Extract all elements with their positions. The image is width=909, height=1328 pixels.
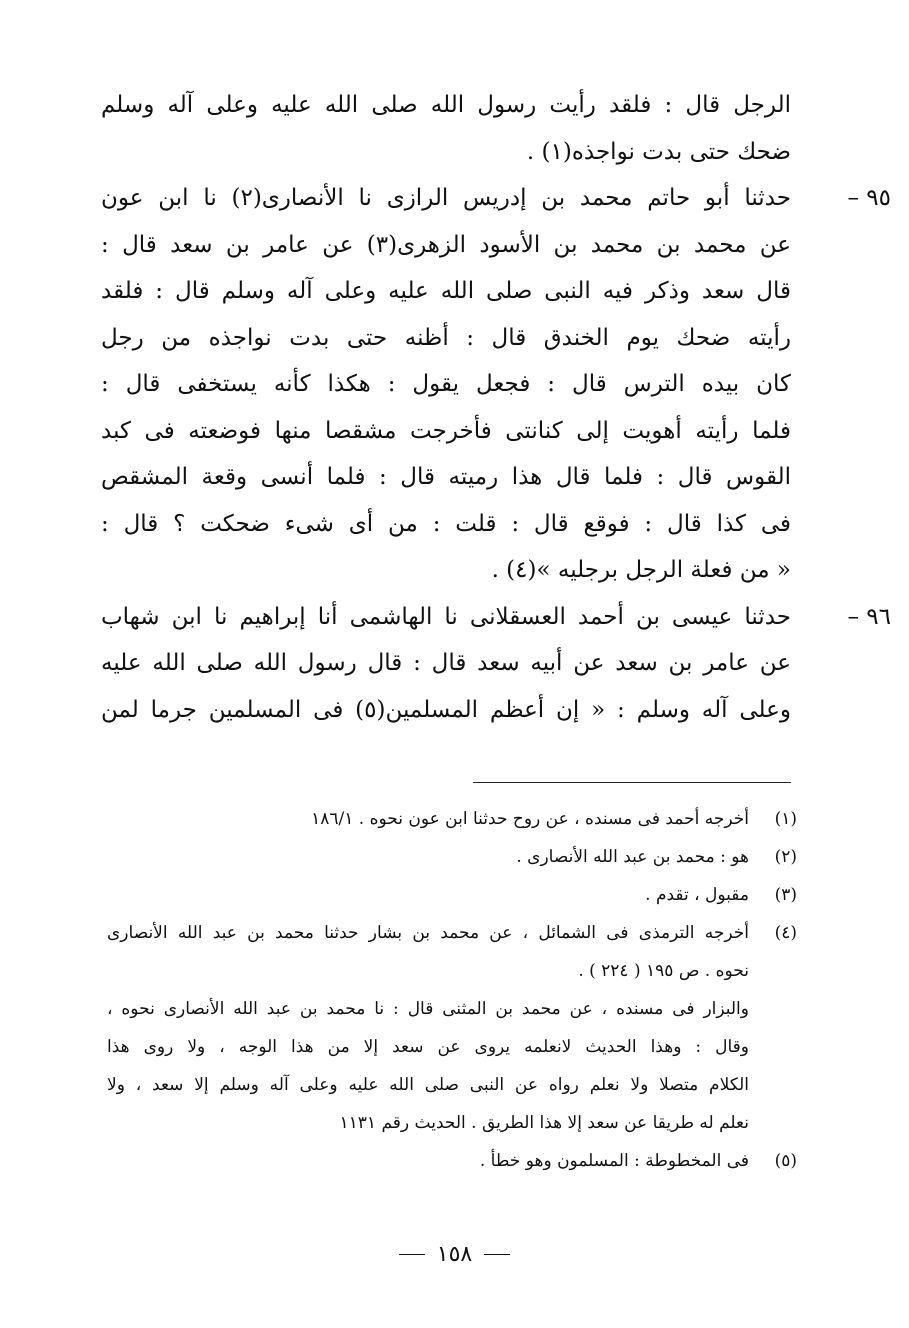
footnote-3	[107, 876, 797, 914]
footnote-text: والبزار فى مسنده ، عن محمد بن المثنى قال : نا محمد بن عبد الله الأنصارى نحوه ،	[107, 999, 749, 1019]
hadith-96	[101, 594, 891, 734]
footnote-2	[107, 838, 797, 876]
text-line: رأيته ضحك يوم الخندق قال : أظنه حتى بدت نواجذه من رجل	[101, 324, 791, 351]
text-line: حدثنا أبو حاتم محمد بن إدريس الرازى نا الأنصارى(٢) نا ابن عون	[101, 185, 791, 211]
footnote-number: (٤)	[774, 923, 797, 943]
footnote-number: (٥)	[774, 1151, 797, 1171]
hadith-number: ٩٦ –	[847, 603, 891, 630]
hadith-number: ٩٥ –	[847, 185, 891, 211]
text-line: حدثنا عيسى بن أحمد العسقلانى نا الهاشمى أنا إبراهيم نا ابن شهاب	[101, 603, 791, 630]
footnote-text: نحوه . ص ١٩٥ ( ٢٢٤ ) .	[578, 961, 749, 981]
text-line: كان بيده الترس قال : فجعل يقول : هكذا كأنه يستخفى قال :	[101, 371, 791, 397]
dash-left	[399, 1254, 425, 1255]
footnote-5	[107, 1142, 797, 1180]
footnote-number: (١)	[774, 809, 797, 829]
page-number-area	[0, 1236, 909, 1267]
text-line: فلما رأيته أهويت إلى كنانتى فأخرجت مشقصا منها فوضعته فى كبد	[101, 417, 791, 444]
text-line: « من فعلة الرجل برجليه »(٤) .	[491, 557, 791, 583]
footnote-number: (٣)	[774, 885, 797, 905]
text-line: القوس قال : فلما قال هذا رميته قال : فلما أنسى وقعة المشقص	[101, 464, 791, 490]
dash-right	[484, 1254, 510, 1255]
text-line: الرجل قال : فلقد رأيت رسول الله صلى الله عليه وعلى آله وسلم	[101, 92, 791, 118]
footnote-1	[107, 800, 797, 838]
footnotes	[107, 800, 797, 1180]
text-line: وعلى آله وسلم : « إن أعظم المسلمين(٥) فى المسلمين جرما لمن	[101, 696, 791, 723]
footnote-number: (٢)	[774, 847, 797, 867]
text-line: قال سعد وذكر فيه النبى صلى الله عليه وعلى آله وسلم قال : فلقد	[101, 278, 791, 304]
footnote-text: وقال : وهذا الحديث لانعلمه يروى عن سعد إلا من هذا الوجه ، ولا روى هذا	[107, 1037, 749, 1057]
footnote-4	[107, 914, 797, 990]
text-line: عن محمد بن محمد بن الأسود الزهرى(٣) عن عامر بن سعد قال :	[101, 231, 792, 258]
footnote-separator	[473, 782, 791, 783]
footnote-text: الكلام متصلا ولا نعلم رواه عن النبى صلى الله عليه وعلى آله وسلم إلا سعد ، ولا	[107, 1075, 749, 1095]
footnote-4-continued	[107, 990, 797, 1142]
footnote-text: أخرجه أحمد فى مسنده ، عن روح حدثنا ابن عون نحوه . ١٨٦/١	[311, 809, 749, 829]
footnote-text: مقبول ، تقدم .	[645, 885, 749, 905]
footnote-text: هو : محمد بن عبد الله الأنصارى .	[516, 847, 749, 867]
hadith-95	[101, 175, 891, 594]
footnote-text: فى المخطوطة : المسلمون وهو خطأ .	[479, 1151, 749, 1171]
footnote-text: أخرجه الترمذى فى الشمائل ، عن محمد بن بشار حدثنا محمد بن عبد الله الأنصارى	[107, 923, 749, 943]
text-line: ضحك حتى بدت نواجذه(١) .	[526, 138, 791, 165]
page-number: ١٥٨	[436, 1242, 473, 1267]
main-text	[101, 82, 891, 733]
footnote-text: نعلم له طريقا عن سعد إلا هذا الطريق . الحديث رقم ١١٣١	[339, 1113, 749, 1133]
text-line: فى كذا قال : فوقع قال : قلت : من أى شىء ضحكت ؟ قال :	[101, 510, 791, 537]
text-line: عن عامر بن سعد عن أبيه سعد قال : قال رسول الله صلى الله عليه	[101, 650, 791, 676]
